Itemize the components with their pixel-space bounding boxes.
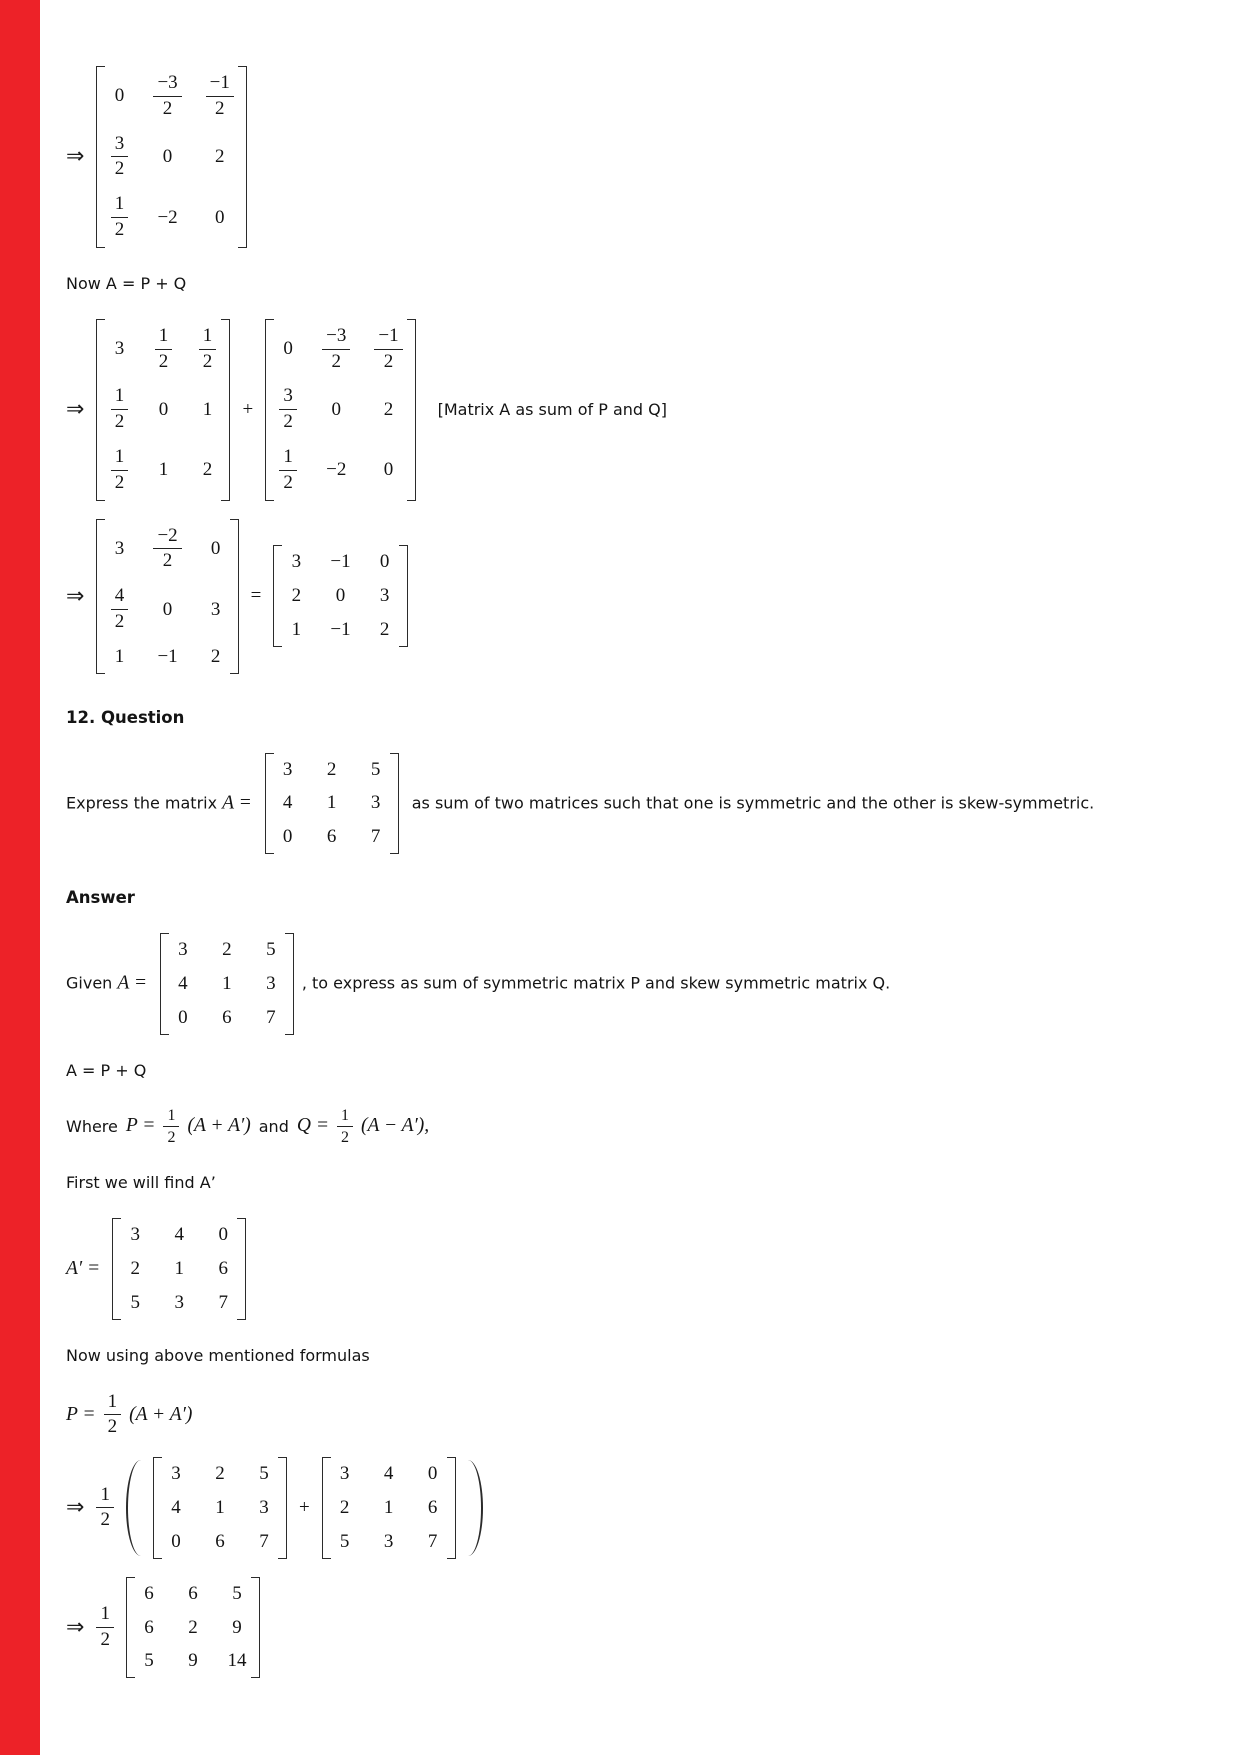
matrix-cell: 0: [379, 551, 390, 573]
matrix-cell: [153, 72, 181, 121]
a-prime-lhs: A′ =: [66, 1257, 101, 1279]
matrix-cell: 14: [227, 1650, 247, 1672]
matrix-cell: 5: [144, 1650, 154, 1672]
p-half-fraction: [163, 1106, 179, 1147]
fraction: $\frac{1}{2}$: [104, 1391, 122, 1440]
matrix-cell: 0: [158, 398, 169, 420]
fraction: $\frac{1}{2}$: [111, 446, 129, 495]
matrix-cell: 2: [379, 619, 390, 640]
and-text: and: [258, 1116, 289, 1136]
left-paren: [126, 1460, 141, 1556]
matrix-cell: 4: [178, 972, 188, 994]
first-find-a-prime-line: First we will find A’: [66, 1173, 216, 1193]
fraction: $\frac{1}{2}$: [199, 325, 217, 374]
matrix-cell: [109, 585, 129, 634]
matrix-cell: [153, 325, 173, 374]
matrix-cell: 0: [335, 585, 346, 607]
matrix-cell: 3: [210, 598, 221, 620]
implies-arrow: ⇒: [66, 1614, 85, 1640]
matrix-cell: 1: [215, 1497, 225, 1518]
question-line: [66, 753, 1200, 855]
implies-arrow: ⇒: [66, 397, 85, 423]
matrix-cell: 2: [130, 1257, 140, 1279]
half-fraction: [96, 1484, 114, 1533]
matrix-cell: [322, 325, 350, 374]
matrix-cell: 0: [162, 598, 173, 620]
matrix-a-question: [265, 753, 399, 855]
matrix-cell: 1: [114, 645, 125, 667]
matrix-cell: 0: [427, 1463, 438, 1485]
matrix-cell: 6: [222, 1006, 232, 1028]
a-equals-p-plus-q-line: A = P + Q: [66, 1060, 147, 1080]
p-formula-line: [66, 1391, 1200, 1440]
matrix-cell: 3: [370, 792, 381, 814]
q-half-fraction: [337, 1106, 353, 1147]
fraction: $\frac{1}{2}$: [111, 193, 129, 242]
matrix-cell: −1: [330, 619, 351, 640]
p-formula-rhs: (A + A′): [129, 1403, 193, 1425]
fraction: $\frac{4}{2}$: [111, 585, 129, 634]
matrix-cell: −1: [330, 551, 351, 573]
matrix-grid: [125, 1224, 233, 1314]
matrix-cell: 1: [158, 459, 169, 481]
matrix-cell: 4: [383, 1463, 394, 1485]
derivation-step-p-sum: [66, 1457, 1200, 1559]
p-rhs: (A + A′): [187, 1115, 251, 1137]
given-text-after: , to express as sum of symmetric matrix P and skew symmetric matrix Q.: [301, 973, 891, 993]
plus-operator: +: [298, 1496, 310, 1518]
matrix-cell: 3: [282, 758, 293, 780]
matrix-cell: 9: [188, 1650, 198, 1672]
matrix-a-given: [160, 933, 294, 1035]
matrix-cell: [197, 325, 217, 374]
matrix-cell: 0: [210, 537, 221, 559]
matrix-grid: [109, 72, 233, 242]
matrix-grid: [109, 325, 217, 495]
matrix-cell: 3: [291, 551, 302, 573]
matrix-cell: 2: [326, 758, 337, 780]
fraction: $\frac{3}{2}$: [279, 385, 297, 434]
matrix-cell: 0: [114, 85, 125, 107]
matrix-grid: [173, 939, 281, 1029]
fraction: $\frac{-3}{2}$: [322, 325, 350, 374]
matrix-unsimplified: [96, 519, 238, 674]
matrix-cell: 2: [210, 645, 221, 667]
matrix-cell: 3: [383, 1530, 394, 1552]
matrix-a-transpose: [112, 1218, 246, 1320]
matrix-cell: 3: [114, 537, 125, 559]
fraction: $\frac{1}{2}$: [96, 1603, 114, 1652]
matrix-cell: [278, 446, 298, 495]
matrix-cell: 6: [144, 1582, 154, 1604]
matrix-cell: 5: [370, 758, 381, 780]
matrix-cell: 6: [144, 1616, 154, 1638]
matrix-cell: 5: [259, 1463, 269, 1485]
where-formulas-line: [66, 1106, 1200, 1147]
matrix-cell: 3: [266, 972, 276, 994]
p-lhs: P =: [125, 1115, 156, 1137]
now-a-equals-p-plus-q-line: Now A = P + Q: [66, 273, 187, 293]
matrix-cell: 1: [326, 792, 337, 814]
matrix-q-result: [96, 66, 246, 248]
matrix-p-sum-result: [126, 1577, 260, 1679]
matrix-cell: 6: [326, 826, 337, 848]
question-lhs: A =: [222, 791, 257, 813]
right-paren: [468, 1460, 483, 1556]
matrix-grid: [139, 1583, 247, 1673]
matrix-cell: [109, 133, 129, 182]
now-using-formulas-line: Now using above mentioned formulas: [66, 1345, 370, 1365]
where-text: Where: [66, 1116, 118, 1136]
matrix-cell: 4: [174, 1224, 184, 1246]
matrix-cell: −1: [157, 645, 178, 667]
fraction: $\frac{3}{2}$: [111, 133, 129, 182]
matrix-cell: 1: [202, 398, 213, 420]
derivation-step-q-matrix: [66, 66, 1200, 248]
matrix-cell: 7: [218, 1291, 228, 1313]
matrix-cell: 0: [383, 459, 394, 481]
implies-arrow: ⇒: [66, 1495, 85, 1521]
matrix-cell: [109, 385, 129, 434]
a-prime-matrix-line: [66, 1218, 1200, 1320]
answer-heading: Answer: [66, 888, 135, 908]
matrix-cell: 1: [291, 619, 302, 640]
matrix-cell: 1: [383, 1497, 394, 1518]
matrix-cell: 0: [283, 338, 293, 360]
matrix-cell: [109, 446, 129, 495]
matrix-grid: [278, 759, 386, 849]
equals-operator: =: [250, 585, 262, 607]
matrix-grid: [335, 1463, 443, 1553]
matrix-cell: 6: [218, 1257, 228, 1279]
fraction: $\frac{-2}{2}$: [153, 525, 181, 574]
matrix-a-transpose-copy: [322, 1457, 456, 1559]
matrix-cell: 2: [188, 1616, 198, 1638]
matrix-cell: 7: [266, 1006, 276, 1028]
matrix-cell: 0: [282, 826, 293, 848]
matrix-cell: −2: [326, 459, 347, 481]
matrix-cell: 6: [427, 1497, 438, 1518]
matrix-cell: 4: [171, 1497, 181, 1518]
question-text-after: as sum of two matrices such that one is symmetric and the other is skew-symmetric.: [406, 792, 1095, 812]
matrix-grid: [166, 1463, 274, 1553]
derivation-step-sum: [66, 319, 1200, 501]
matrix-cell: −2: [157, 206, 178, 228]
matrix-cell: 2: [202, 459, 213, 481]
p-formula-half-fraction: [104, 1391, 122, 1440]
fraction: $\frac{1}{2}$: [155, 325, 173, 374]
matrix-p: [96, 319, 230, 501]
implies-arrow: ⇒: [66, 144, 85, 170]
fraction: $\frac{-3}{2}$: [153, 72, 181, 121]
fraction: $\frac{1}{2}$: [279, 446, 297, 495]
derivation-step-simplified: [66, 519, 1200, 674]
derivation-step-p-result: [66, 1577, 1200, 1679]
matrix-cell: 5: [339, 1530, 350, 1552]
half-fraction: [96, 1603, 114, 1652]
question-text-before: Express the matrix: [66, 792, 223, 812]
matrix-cell: 3: [130, 1224, 140, 1246]
matrix-cell: 0: [218, 1224, 228, 1246]
plus-operator: +: [242, 398, 254, 420]
matrix-cell: 9: [232, 1616, 242, 1638]
matrix-a: [153, 1457, 287, 1559]
matrix-cell: 2: [215, 145, 225, 167]
matrix-cell: 3: [178, 939, 188, 961]
matrix-cell: 6: [215, 1530, 225, 1552]
matrix-a-final: [273, 545, 407, 647]
matrix-cell: 2: [383, 398, 394, 420]
matrix-cell: 5: [232, 1582, 242, 1604]
sum-note: [Matrix A as sum of P and Q]: [437, 400, 667, 420]
matrix-cell: 3: [379, 585, 390, 607]
matrix-cell: 2: [339, 1497, 350, 1518]
matrix-cell: 3: [114, 338, 125, 360]
matrix-cell: 2: [222, 939, 232, 961]
matrix-cell: 0: [178, 1006, 188, 1028]
q-rhs: (A − A′),: [360, 1115, 430, 1137]
fraction: $\frac{1}{2}$: [111, 385, 129, 434]
matrix-cell: 7: [259, 1530, 269, 1552]
matrix-cell: 2: [291, 585, 302, 607]
matrix-grid: [109, 525, 225, 668]
matrix-cell: [206, 72, 234, 121]
given-lhs: A =: [117, 972, 152, 994]
p-formula-lhs: P =: [66, 1403, 96, 1425]
matrix-cell: 6: [188, 1582, 198, 1604]
matrix-cell: 3: [339, 1463, 350, 1485]
matrix-cell: 3: [174, 1291, 184, 1313]
matrix-grid: [278, 325, 402, 495]
matrix-cell: 5: [130, 1291, 140, 1313]
fraction: $\frac{1}{2}$: [96, 1484, 114, 1533]
matrix-cell: 0: [171, 1530, 181, 1552]
matrix-cell: 4: [282, 792, 293, 814]
matrix-cell: 5: [266, 939, 276, 961]
matrix-cell: 0: [162, 145, 173, 167]
matrix-cell: 2: [215, 1463, 225, 1485]
matrix-cell: [153, 525, 181, 574]
matrix-cell: 0: [215, 206, 225, 228]
matrix-cell: 0: [331, 398, 342, 420]
matrix-cell: [374, 325, 402, 374]
fraction: $\frac{1}{2}$: [337, 1106, 353, 1147]
fraction: $\frac{-1}{2}$: [206, 72, 234, 121]
matrix-cell: [278, 385, 298, 434]
matrix-cell: 7: [370, 826, 381, 848]
matrix-cell: 1: [174, 1257, 184, 1279]
red-margin-stripe: [0, 0, 40, 1755]
implies-arrow: ⇒: [66, 583, 85, 609]
matrix-cell: 3: [259, 1497, 269, 1518]
fraction: $\frac{-1}{2}$: [374, 325, 402, 374]
matrix-cell: 1: [222, 972, 232, 994]
fraction: $\frac{1}{2}$: [163, 1106, 179, 1147]
matrix-q: [265, 319, 415, 501]
matrix-cell: [109, 193, 129, 242]
given-text-before: Given: [66, 973, 118, 993]
matrix-cell: 3: [171, 1463, 181, 1485]
matrix-grid: [286, 551, 394, 641]
matrix-cell: 7: [427, 1530, 438, 1552]
given-line: [66, 933, 1200, 1035]
q-lhs: Q =: [296, 1115, 329, 1137]
question-heading: 12. Question: [66, 707, 185, 727]
